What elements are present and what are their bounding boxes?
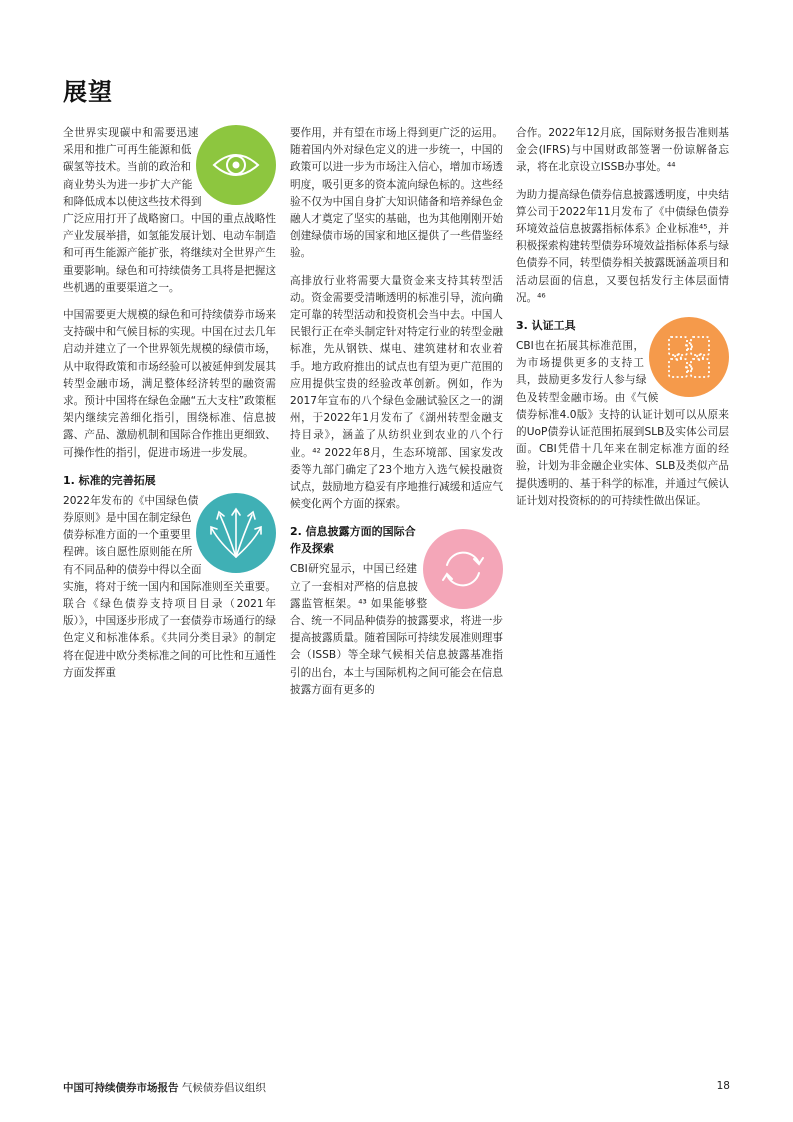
cycle-arrows-icon	[423, 529, 503, 609]
section-heading-certification: 3. 认证工具	[516, 319, 576, 333]
paragraph: 中国需要更大规模的绿色和可持续债券市场来支持碳中和气候目标的实现。中国在过去几年启动并建立了一个世界领先规模的绿债市场，从中取得政策和市场经验可以被延伸到发展其转型金融市场，满足整体经济转型的融资需求。预计中国将在绿色金融“五大支柱”政策框架内继续完善细化指引，围绕标准、信息披露、产品、激励机制和国际合作推出更细致、可操作性的指引，促进市场进一步发展。	[63, 309, 276, 459]
footer-org: 气候债券倡议组织	[181, 1082, 266, 1094]
paragraph: CBI研究显示，中国已经建立了一套相对严格的信息披露监管框架。⁴³ 如果能够整合、统一不同品种债券的披露要求，将进一步提高披露质量。随着国际可持续发展准则理事会（ISSB）等全球气候相关信息披露基准指引的出台，本土与国际机构之间可能会在信息披露方面有更多的	[290, 563, 503, 696]
paragraph: 合作。2022年12月底，国际财务报告准则基金会(IFRS)与中国财政部签署一份谅解备忘录，将在北京设立ISSB办事处。⁴⁴	[516, 127, 729, 174]
page-title: 展望	[63, 78, 113, 106]
puzzle-icon	[649, 317, 729, 397]
paragraph: CBI也在拓展其标准范围，为市场提供更多的支持工具，鼓励更多发行人参与绿色及转型金融市场。由《气候债券标准4.0版》支持的认证计划可以从原来的UoP债券认证范围拓展到SLB及实体公司层面。CBI凭借十几年来在制定标准方面的经验，计划为非金融企业实体、SLB及类似产品提供透明的、基于科学的标准，并通过气候认证计划对投资标的的可持续性做出保证。	[516, 340, 729, 507]
footer-source	[63, 1080, 266, 1095]
column-1	[63, 125, 276, 692]
section-heading-disclosure: 2. 信息披露方面的国际合作及探索	[290, 525, 416, 556]
page-footer	[63, 1080, 730, 1095]
footer-report-title: 中国可持续债券市场报告	[63, 1082, 179, 1094]
paragraph: 全世界实现碳中和需要迅速采用和推广可再生能源和低碳氢等技术。当前的政治和商业势头为进一步扩大产能和降低成本以使这些技术得到广泛应用打开了战略窗口。中国的重点战略性产业发展举措，如氢能发展计划、电动车制造和可再生能源产能扩张，将继续对全世界产生重要影响。绿色和可持续债务工具将是把握这些机遇的重要渠道之一。	[63, 127, 276, 294]
eye-icon	[196, 125, 276, 205]
page-number: 18	[716, 1080, 730, 1092]
paragraph: 高排放行业将需要大量资金来支持其转型活动。资金需要受清晰透明的标准引导，流向确定可靠的转型活动和投资机会当中去。中国人民银行正在牵头制定针对特定行业的转型金融标准，先从钢铁、煤电、建筑建材和农业着手。地方政府推出的试点也有望为更广范围的应用提供宝贵的经验改革创新。例如，作为2017年宣布的八个绿色金融试验区之一的湖州，于2022年1月发布了《湖州转型金融支持目录》，涵盖了从纺织业到农业的八个行业。⁴² 2022年8月，生态环境部、国家发改委等九部门确定了23个地方入选气候投融资试点，鼓励地方稳妥有序地推行减缓和适应气候变化两个方面的探索。	[290, 274, 503, 511]
section-heading-standards: 1. 标准的完善拓展	[63, 473, 156, 487]
paragraph: 2022年发布的《中国绿色债券原则》是中国在制定绿色债券标准方面的一个重要里程碑。该自愿性原则能在所有不同品种的债券中得以全面实施，将对于统一国内和国际准则至关重要。联合《绿色债券支持项目目录（2021年版）》，中国逐步形成了一套债券市场通行的绿色定义和标准体系。《共同分类目录》的制定将在促进中欧分类标准之间的可比性和互通性方面发挥重	[63, 494, 276, 679]
column-3	[516, 125, 729, 520]
paragraph: 要作用，并有望在市场上得到更广泛的运用。随着国内外对绿色定义的进一步统一，中国的政策可以进一步为市场注入信心，增加市场透明度，吸引更多的资本流向绿色标的。这些经验不仅为中国自身扩大知识储备和培养绿色金融人才奠定了坚实的基础，也为其他刚刚开始创建绿债市场的国家和地区提供了一些借鉴经验。	[290, 127, 503, 260]
arrows-spread-icon	[196, 493, 276, 573]
paragraph: 为助力提高绿色债券信息披露透明度，中央结算公司于2022年11月发布了《中债绿色债券环境效益信息披露指标体系》企业标准⁴⁵，并积极探索构建转型债券环境效益指标体系与绿色债券不同，转型债券相关披露既涵盖项目和活动层面的信息，又要包括发行主体层面情况。⁴⁶	[516, 188, 729, 304]
column-2	[290, 125, 503, 709]
